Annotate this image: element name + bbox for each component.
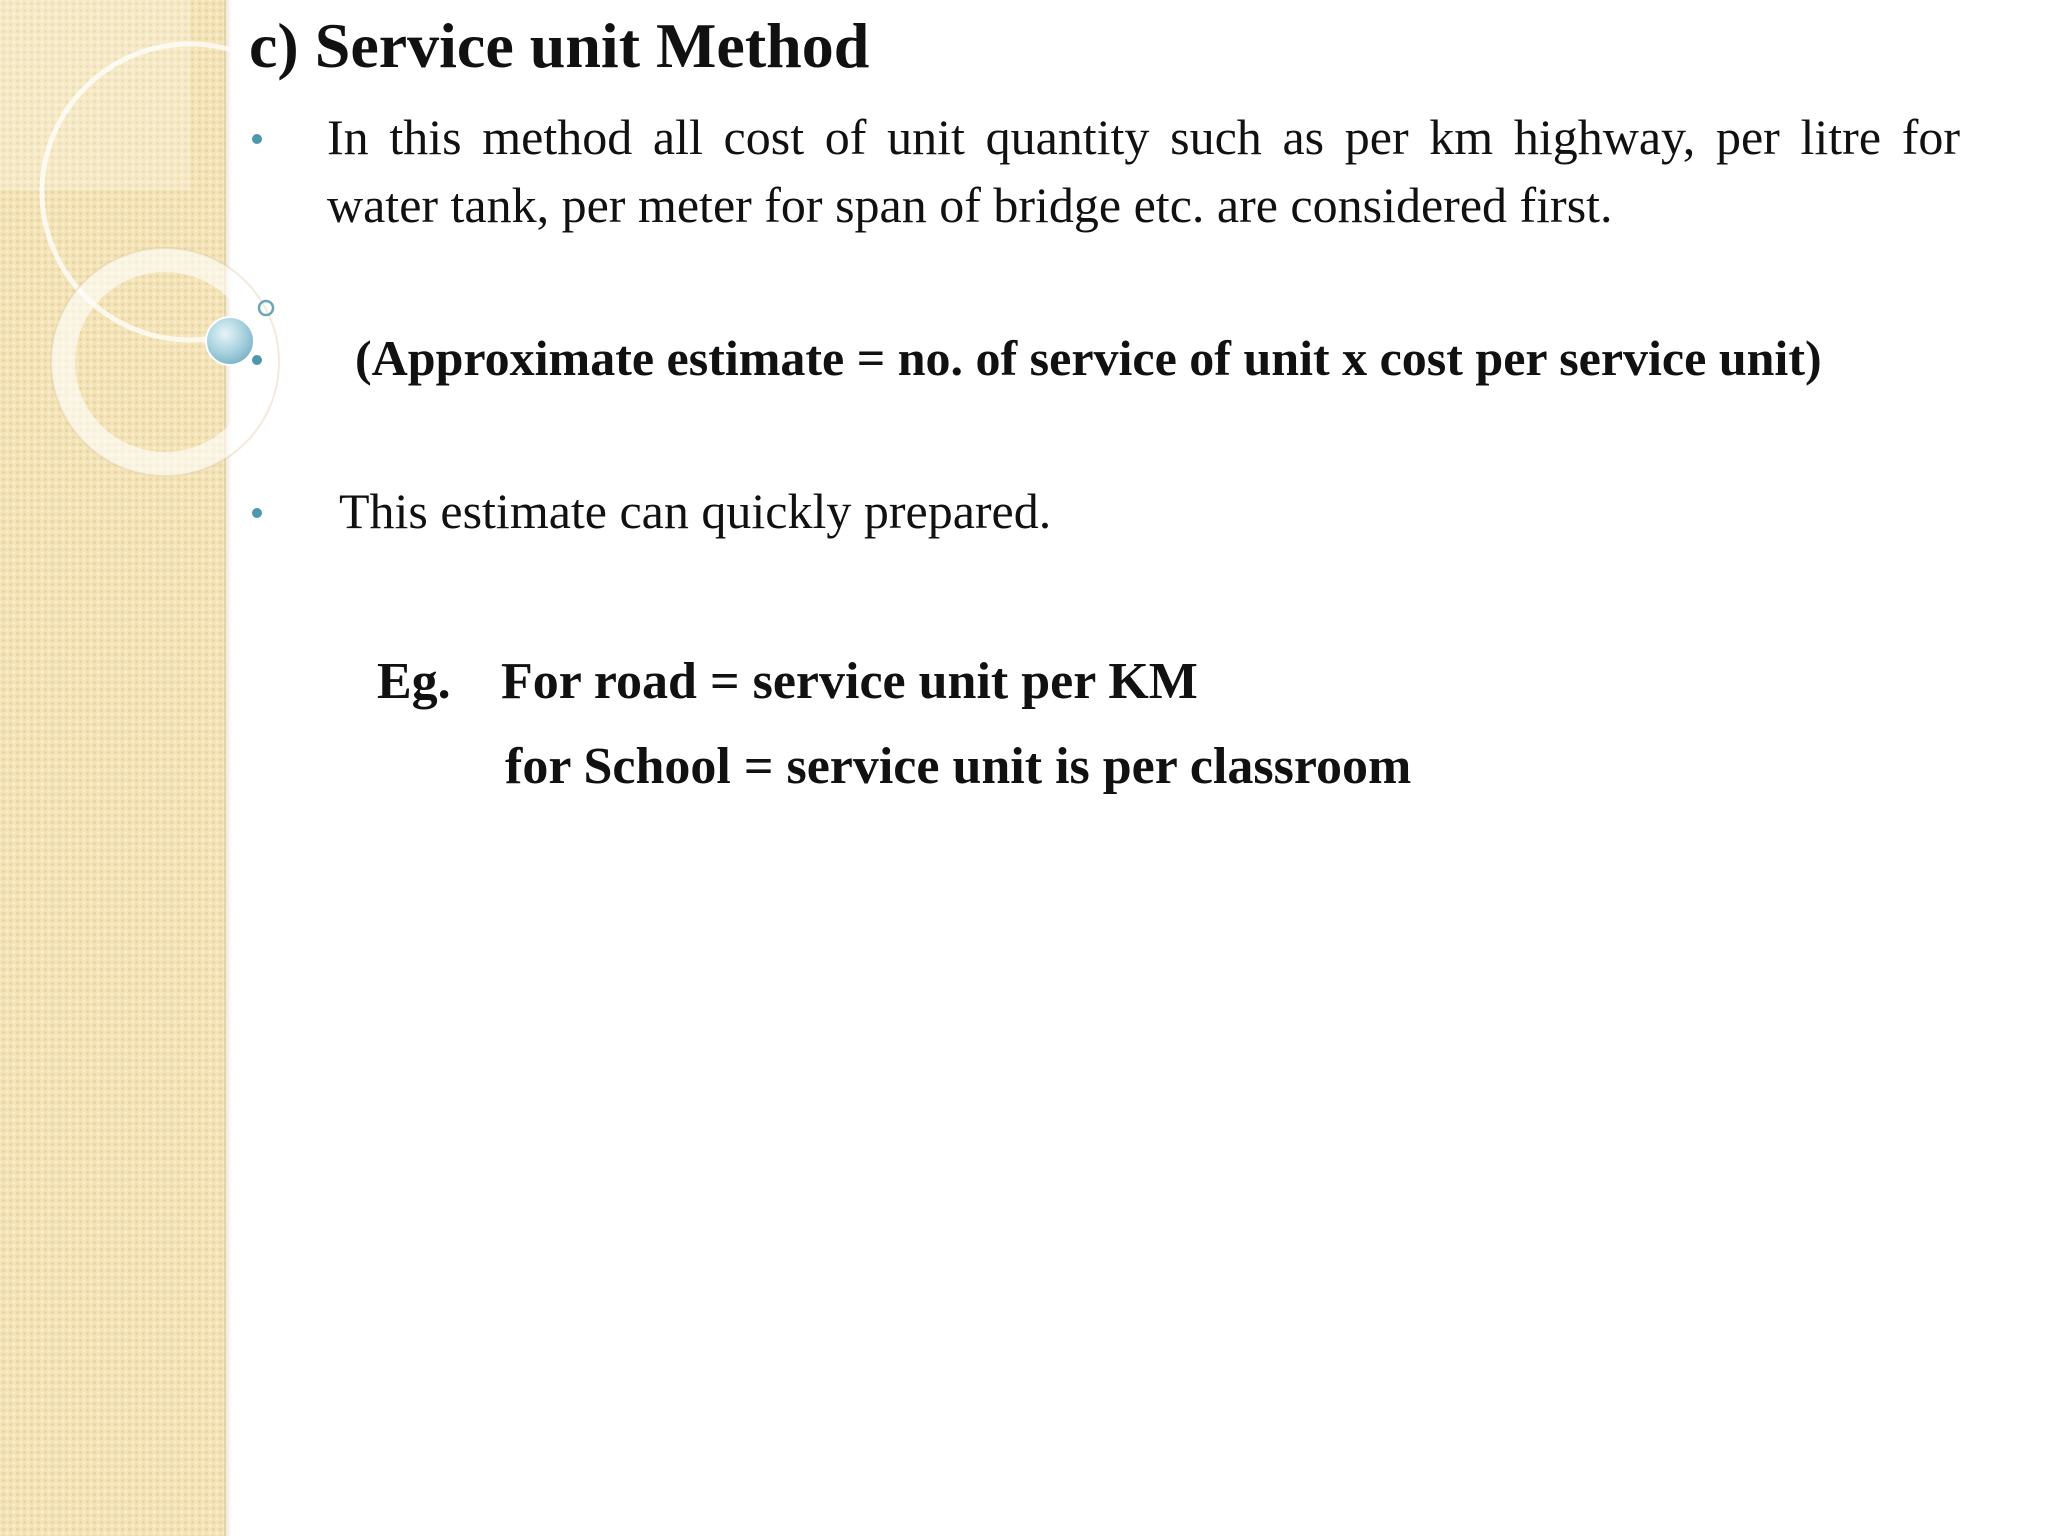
bullet-method-description: In this method all cost of unit quantity such as per km highway, per litre for water tank, per meter for span of bridge etc. are considered first. bbox=[327, 109, 1960, 233]
bullet-formula: (Approximate estimate = no. of service of unit x cost per service unit) bbox=[355, 330, 1822, 386]
example-label: Eg. bbox=[377, 653, 451, 710]
example-line-road bbox=[377, 647, 1198, 717]
slide-title: c) Service unit Method bbox=[249, 10, 870, 81]
example-road-text: For road = service unit per KM bbox=[501, 653, 1198, 710]
bullet-marker bbox=[252, 134, 262, 144]
large-bubble bbox=[206, 317, 254, 365]
bullet-marker bbox=[252, 355, 262, 365]
example-line-school: for School = service unit is per classroom bbox=[505, 738, 1412, 795]
bullet-quick-prepare: This estimate can quickly prepared. bbox=[339, 483, 1052, 539]
corner-highlight-square bbox=[0, 0, 190, 190]
bullet-marker bbox=[252, 508, 262, 518]
